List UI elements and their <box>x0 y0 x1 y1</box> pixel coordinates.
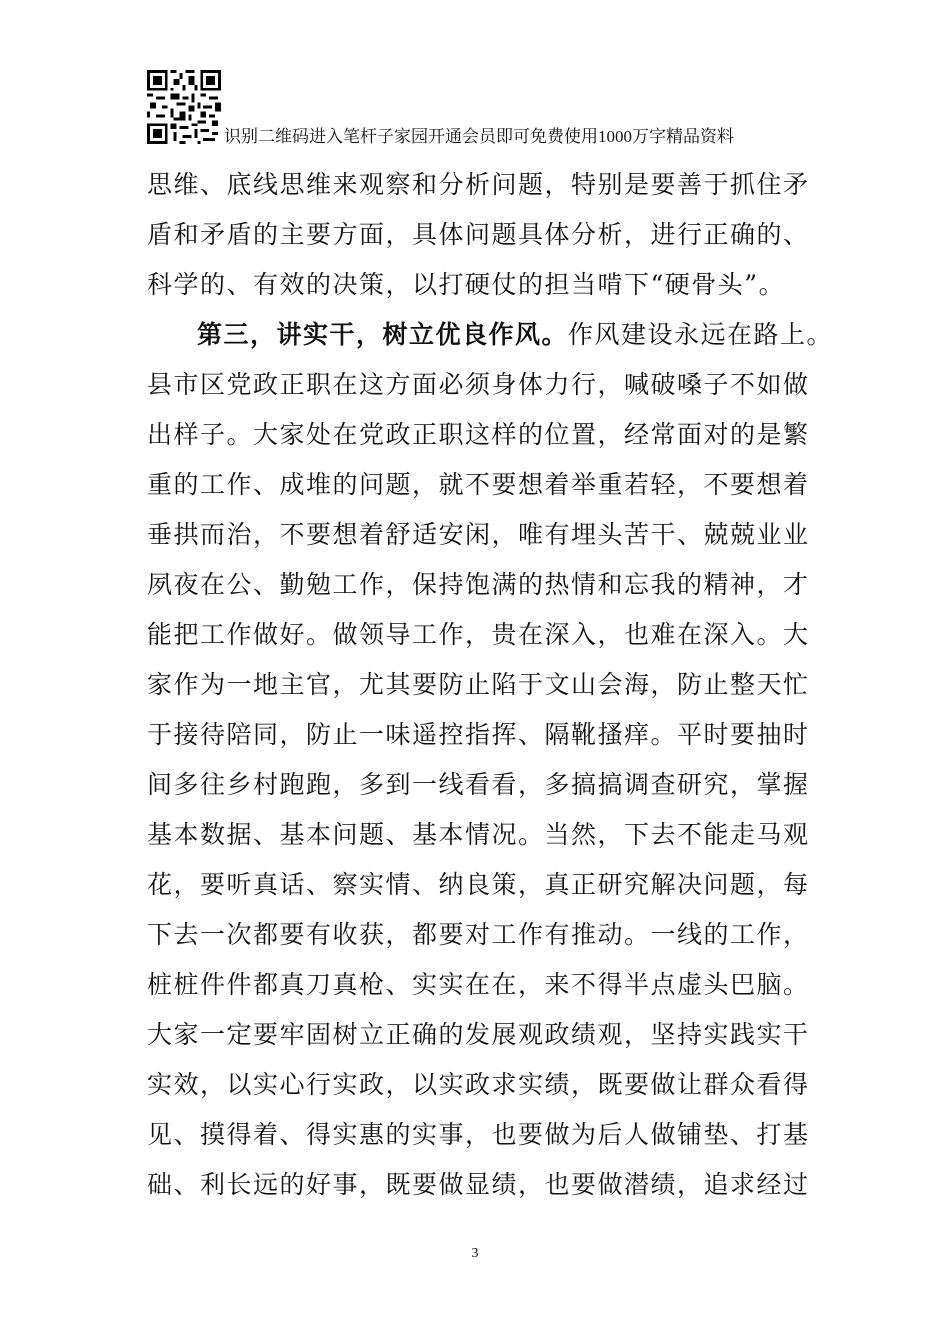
text-line-8: 垂拱而治，不要想着舒适安闲，唯有埋头苦干、兢兢业业 <box>147 520 810 549</box>
text-line-5: 县市区党政正职在这方面必须身体力行，喊破嗓子不如做 <box>147 370 810 399</box>
text-line-13: 间多往乡村跑跑，多到一线看看，多搞搞调查研究，掌握 <box>147 770 810 799</box>
qr-notice-text: 识别二维码进入笔杆子家园开通会员即可免费使用1000万字精品资料 <box>224 127 734 146</box>
text-line-15: 花，要听真话、察实情、纳良策，真正研究解决问题，每 <box>147 870 810 899</box>
text-line-17: 桩桩件件都真刀真枪、实实在在，来不得半点虚头巴脑。 <box>147 970 810 999</box>
text-line-11: 家作为一地主官，尤其要防止陷于文山会海，防止整天忙 <box>147 670 810 699</box>
document-body <box>147 160 834 1210</box>
text-line-19: 实效，以实心行实政，以实政求实绩，既要做让群众看得 <box>147 1070 810 1099</box>
text-line-20: 见、摸得着、得实惠的实事，也要做为后人做铺垫、打基 <box>147 1120 810 1149</box>
text-line-16: 下去一次都要有收获，都要对工作有推动。一线的工作， <box>147 920 810 949</box>
page-number: 3 <box>471 1246 479 1261</box>
section-heading-line: 第三，讲实干，树立优良作风。作风建设永远在路上。 <box>197 320 834 349</box>
qr-code-icon[interactable] <box>147 70 221 144</box>
text-line-21: 础、利长远的好事，既要做显绩，也要做潜绩，追求经过 <box>147 1170 810 1199</box>
text-line-9: 夙夜在公、勤勉工作，保持饱满的热情和忘我的精神，才 <box>147 570 810 599</box>
text-line-14: 基本数据、基本问题、基本情况。当然，下去不能走马观 <box>147 820 810 849</box>
text-line-10: 能把工作做好。做领导工作，贵在深入，也难在深入。大 <box>147 620 810 649</box>
section-heading: 第三，讲实干，树立优良作风。 <box>197 320 569 349</box>
text-line-7: 重的工作、成堆的问题，就不要想着举重若轻，不要想着 <box>147 470 810 499</box>
text-line-1: 思维、底线思维来观察和分析问题，特别是要善于抓住矛 <box>147 170 810 199</box>
text-line-3: 科学的、有效的决策，以打硬仗的担当啃下“硬骨头”。 <box>147 270 786 299</box>
text-line-6: 出样子。大家处在党政正职这样的位置，经常面对的是繁 <box>147 420 810 449</box>
text-line-2: 盾和矛盾的主要方面，具体问题具体分析，进行正确的、 <box>147 220 810 249</box>
text-line-18: 大家一定要牢固树立正确的发展观政绩观，坚持实践实干 <box>147 1020 810 1049</box>
text-line-12: 于接待陪同，防止一味遥控指挥、隔靴搔痒。平时要抽时 <box>147 720 810 749</box>
